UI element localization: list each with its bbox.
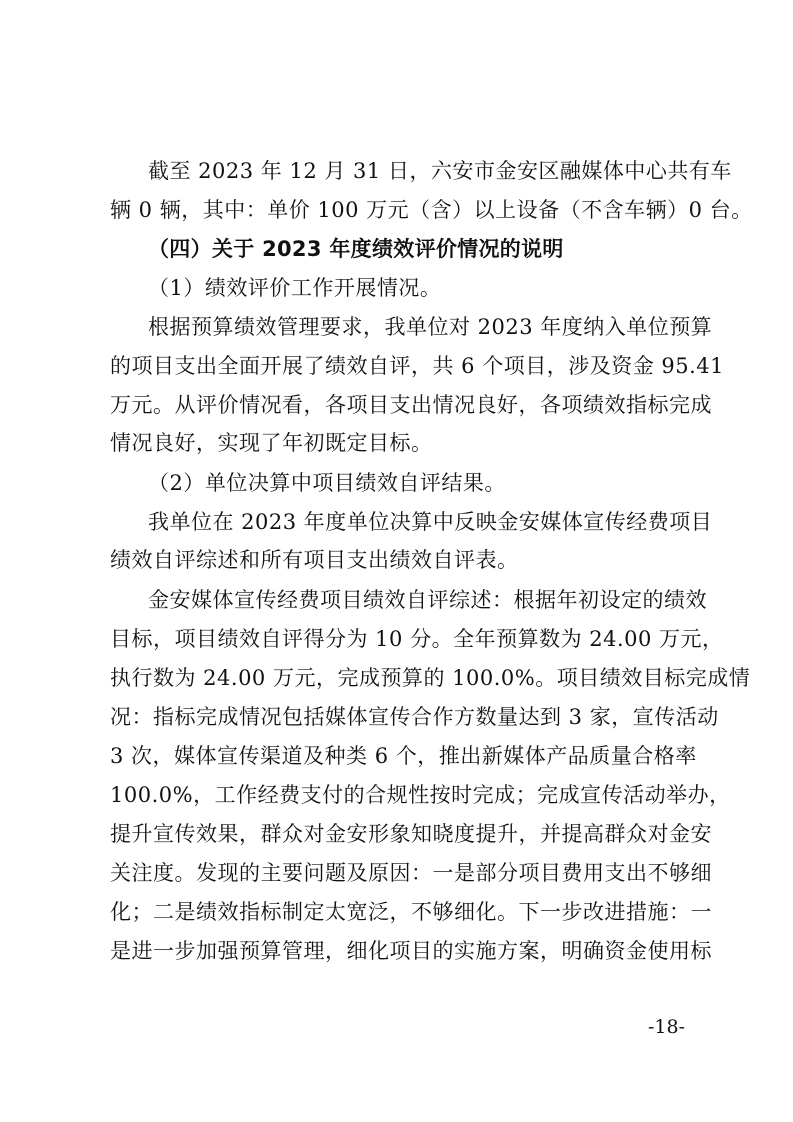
paragraph-3-line-1: 我单位在 2023 年度单位决算中反映金安媒体宣传经费项目 xyxy=(148,510,713,534)
section-heading: （四）关于 2023 年度绩效评价情况的说明 xyxy=(148,237,564,261)
paragraph-2-line-3: 万元。从评价情况看，各项目支出情况良好，各项绩效指标完成 xyxy=(110,393,712,417)
subheading-2: （2）单位决算中项目绩效自评结果。 xyxy=(148,471,506,495)
paragraph-1-line-1: 截至 2023 年 12 月 31 日，六安市金安区融媒体中心共有车 xyxy=(148,159,732,183)
subheading-1: （1）绩效评价工作开展情况。 xyxy=(148,276,442,300)
paragraph-4-line-2: 目标，项目绩效自评得分为 10 分。全年预算数为 24.00 万元， xyxy=(110,627,724,651)
paragraph-4-line-8: 关注度。发现的主要问题及原因：一是部分项目费用支出不够细 xyxy=(110,861,712,885)
paragraph-4-line-7: 提升宣传效果，群众对金安形象知晓度提升，并提高群众对金安 xyxy=(110,822,712,846)
paragraph-4-line-6: 100.0%，工作经费支付的合规性按时完成；完成宣传活动举办， xyxy=(110,783,731,807)
paragraph-4-line-9: 化；二是绩效指标制定太宽泛，不够细化。下一步改进措施：一 xyxy=(110,900,712,924)
page-number: -18- xyxy=(648,1016,686,1038)
paragraph-1-line-2: 辆 0 辆，其中：单价 100 万元（含）以上设备（不含车辆）0 台。 xyxy=(110,198,753,222)
paragraph-4-line-1: 金安媒体宣传经费项目绩效自评综述：根据年初设定的绩效 xyxy=(148,588,707,612)
paragraph-4-line-10: 是进一步加强预算管理，细化项目的实施方案，明确资金使用标 xyxy=(110,939,712,963)
paragraph-2-line-1: 根据预算绩效管理要求，我单位对 2023 年度纳入单位预算 xyxy=(148,315,713,339)
paragraph-3-line-2: 绩效自评综述和所有项目支出绩效自评表。 xyxy=(110,548,519,572)
paragraph-4-line-4: 况：指标完成情况包括媒体宣传合作方数量达到 3 家，宣传活动 xyxy=(110,705,719,729)
paragraph-4-line-5: 3 次，媒体宣传渠道及种类 6 个，推出新媒体产品质量合格率 xyxy=(110,744,697,768)
paragraph-2-line-4: 情况良好，实现了年初既定目标。 xyxy=(110,431,433,455)
paragraph-2-line-2: 的项目支出全面开展了绩效自评，共 6 个项目，涉及资金 95.41 xyxy=(110,354,725,378)
paragraph-4-line-3: 执行数为 24.00 万元，完成预算的 100.0%。项目绩效目标完成情 xyxy=(110,666,751,690)
